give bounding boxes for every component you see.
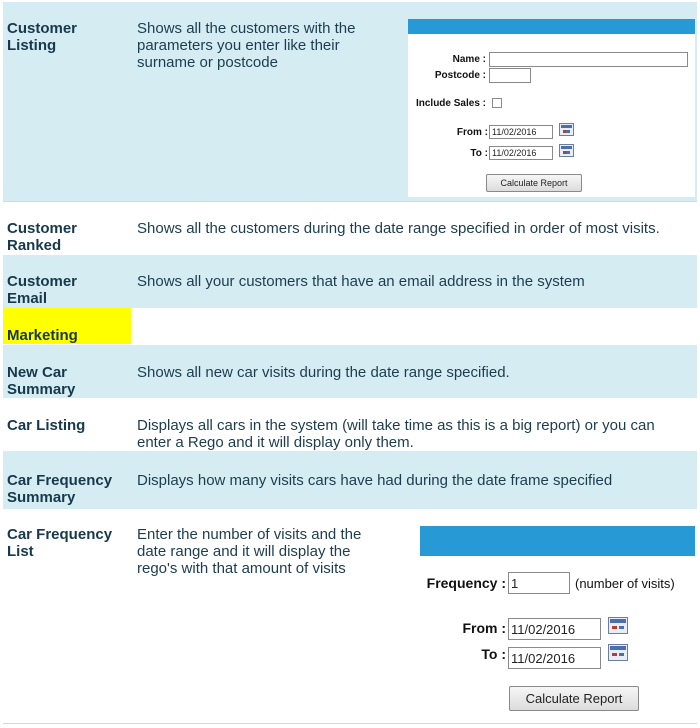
from-label: From : — [462, 620, 506, 636]
report-description: Displays how many visits cars have had during the date frame specified — [137, 472, 613, 489]
from-date-input[interactable] — [508, 618, 601, 640]
report-name: Customer Ranked — [7, 220, 78, 254]
frequency-input[interactable] — [508, 572, 570, 594]
form-header-bar — [408, 19, 695, 34]
frequency-hint: (number of visits) — [575, 576, 675, 591]
car-frequency-form — [420, 526, 695, 718]
frequency-label: Frequency : — [426, 575, 506, 591]
report-description: Shows all your customers that have an email address in the system — [137, 273, 585, 290]
postcode-input[interactable] — [489, 68, 531, 83]
report-description: Displays all cars in the system (will take time as this is a big report) or you can enter a Rego and it will display only them. — [137, 417, 655, 451]
customer-listing-form — [408, 19, 695, 197]
to-calendar-icon[interactable] — [608, 644, 628, 661]
form-header-bar — [420, 526, 695, 556]
report-name: Customer Email — [7, 273, 78, 307]
report-description: Shows all the customers during the date range specified in order of most visits. — [137, 220, 660, 237]
calculate-report-button[interactable]: Calculate Report — [509, 686, 639, 711]
row-divider — [3, 723, 697, 724]
to-date-input[interactable] — [508, 647, 601, 669]
from-label: From : — [456, 127, 488, 138]
from-calendar-icon[interactable] — [608, 617, 628, 634]
report-name: Car Listing — [7, 417, 86, 434]
postcode-label: Postcode : — [434, 70, 486, 81]
include-sales-checkbox[interactable] — [492, 98, 502, 108]
name-input[interactable] — [489, 52, 688, 67]
to-calendar-icon[interactable] — [559, 144, 574, 157]
report-description: Enter the number of visits and the date range and it will display the rego's with that amount of visits — [137, 526, 362, 577]
to-label: To : — [470, 148, 488, 159]
from-calendar-icon[interactable] — [559, 123, 574, 136]
report-name: Car Frequency Summary — [7, 472, 113, 506]
from-date-input[interactable] — [489, 125, 553, 139]
include-sales-label: Include Sales : — [415, 98, 486, 109]
to-label: To : — [481, 646, 506, 662]
report-name: New Car Summary — [7, 364, 76, 398]
calculate-report-button[interactable]: Calculate Report — [486, 174, 582, 192]
report-description: Shows all the customers with the parameters you enter like their surname or postcode — [137, 20, 356, 71]
report-name: Customer Listing — [7, 20, 78, 54]
report-name: Car Frequency List — [7, 526, 113, 560]
report-name: Marketing — [7, 327, 78, 344]
report-description: Shows all new car visits during the date range specified. — [137, 364, 510, 381]
name-label: Name : — [452, 54, 486, 65]
to-date-input[interactable] — [489, 146, 553, 160]
